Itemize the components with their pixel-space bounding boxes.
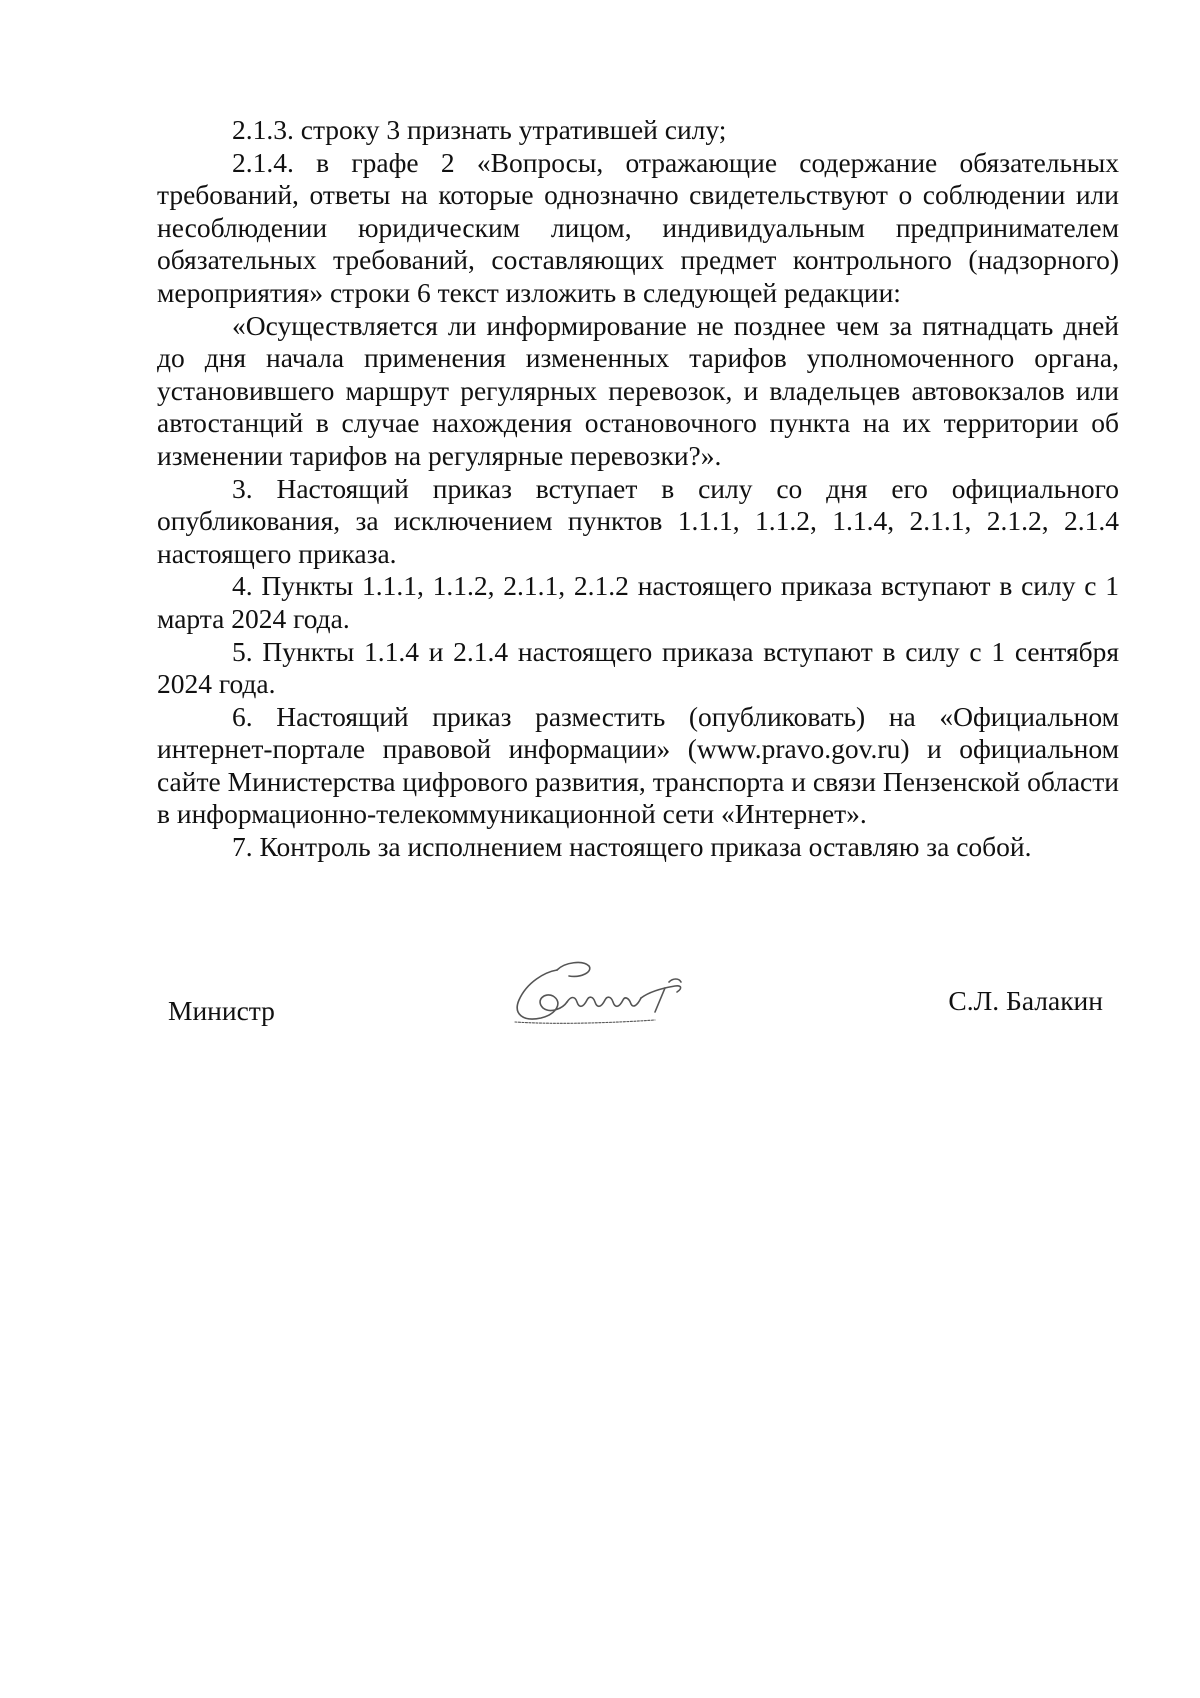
paragraph-6: 6. Настоящий приказ разместить (опубликовать) на «Официальном интернет-портале правовой информации» (www.pravo.gov.ru) и официальном сайте Министерства цифрового развития, транспорта и связи Пензенской области в информационно-телекоммуникационной сети «Интернет».	[157, 700, 1119, 830]
signatory-title: Министр	[168, 995, 275, 1026]
document-body	[157, 114, 1119, 864]
paragraph-2-1-3: 2.1.3. строку 3 признать утратившей силу;	[232, 114, 727, 145]
paragraph-3: 3. Настоящий приказ вступает в силу со дня его официального опубликования, за исключением пунктов 1.1.1, 1.1.2, 1.1.4, 2.1.1, 2.1.2, 2.1.4 настоящего приказа.	[157, 472, 1119, 569]
paragraph-4: 4. Пункты 1.1.1, 1.1.2, 2.1.1, 2.1.2 настоящего приказа вступают в силу с 1 марта 2024 года.	[157, 570, 1119, 634]
paragraph-quoted-question: «Осуществляется ли информирование не позднее чем за пятнадцать дней до дня начала применения измененных тарифов уполномоченного органа, установившего маршрут регулярных перевозок, и владельцев автовокзалов или автостанций в случае нахождения остановочного пункта на их территории об изменении тарифов на регулярные перевозки?».	[157, 309, 1119, 471]
handwritten-signature	[505, 952, 705, 1042]
paragraph-7: 7. Контроль за исполнением настоящего приказа оставляю за собой.	[232, 831, 1032, 863]
paragraph-2-1-4: 2.1.4. в графе 2 «Вопросы, отражающие содержание обязательных требований, ответы на которые однозначно свидетельствуют о соблюдении или несоблюдении юридическим лицом, индивидуальным предпринимателем обязательных требований, составляющих предмет контрольного (надзорного) мероприятия» строки 6 текст изложить в следующей редакции:	[157, 146, 1119, 308]
signatory-name: С.Л. Балакин	[948, 985, 1103, 1016]
paragraph-5: 5. Пункты 1.1.4 и 2.1.4 настоящего приказа вступают в силу с 1 сентября 2024 года.	[157, 635, 1119, 700]
